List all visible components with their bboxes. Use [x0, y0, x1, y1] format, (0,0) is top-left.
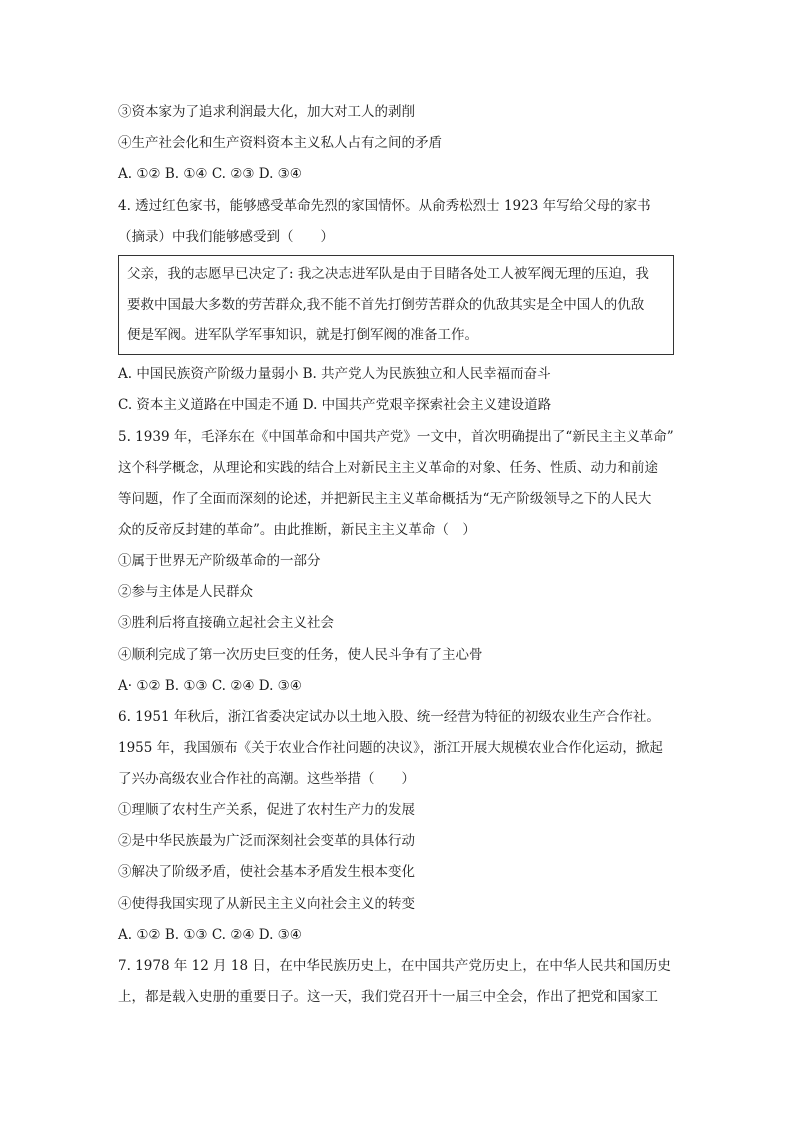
question-5-option-1: ①属于世界无产阶级革命的一部分: [118, 553, 321, 569]
question-5-stem-line-4: 众的反帝反封建的革命”。由此推断，新民主主义革命（ ）: [118, 522, 476, 538]
answer-choices-q3: A. ①② B. ①④ C. ②③ D. ③④: [118, 166, 302, 182]
question-6-stem-line-1: 6. 1951 年秋后，浙江省委决定试办以土地入股、统一经营为特征的初级农业生产合作社。: [118, 709, 660, 725]
question-5-stem-line-2: 这个科学概念，从理论和实践的结合上对新民主主义革命的对象、任务、性质、动力和前途: [118, 460, 658, 476]
question-6-option-3: ③解决了阶级矛盾，使社会基本矛盾发生根本变化: [118, 864, 415, 880]
letter-excerpt-line-1: 父亲，我的志愿早已决定了: 我之决志进军队是由于目睹各处工人被军阀无理的压迫，我: [127, 266, 649, 282]
question-6-stem-line-3: 了兴办高级农业合作社的高潮。这些举措（ ）: [118, 771, 415, 787]
option-line-4: ④生产社会化和生产资料资本主义私人占有之间的矛盾: [118, 135, 442, 151]
option-line-3: ③资本家为了追求利润最大化，加大对工人的剥削: [118, 104, 415, 120]
answer-choices-q6: A. ①② B. ①③ C. ②④ D. ③④: [118, 927, 302, 943]
question-5-option-2: ②参与主体是人民群众: [118, 584, 253, 600]
question-4-stem-line-1: 4. 透过红色家书，能够感受革命先烈的家国情怀。从俞秀松烈士 1923 年写给父母的家书: [118, 198, 651, 214]
question-6-option-4: ④使得我国实现了从新民主主义向社会主义的转变: [118, 896, 415, 912]
answer-choices-q4-line-1: A. 中国民族资产阶级力量弱小 B. 共产党人为民族独立和人民幸福而奋斗: [118, 366, 551, 382]
question-7-stem-line-1: 7. 1978 年 12 月 18 日，在中华民族历史上，在中国共产党历史上，在中华人民共和国历史: [118, 958, 671, 974]
question-6-stem-line-2: 1955 年，我国颁布《关于农业合作社问题的决议》，浙江开展大规模农业合作化运动，掀起: [118, 740, 663, 756]
question-4-stem-line-2: （摘录）中我们能够感受到（ ）: [118, 229, 334, 245]
question-6-option-1: ①理顺了农村生产关系，促进了农村生产力的发展: [118, 802, 415, 818]
answer-choices-q5: A· ①② B. ①③ C. ②④ D. ③④: [118, 678, 302, 694]
question-5-option-4: ④顺利完成了第一次历史巨变的任务，使人民斗争有了主心骨: [118, 647, 483, 663]
question-5-option-3: ③胜利后将直接确立起社会主义社会: [118, 615, 334, 631]
question-6-option-2: ②是中华民族最为广泛而深刻社会变革的具体行动: [118, 833, 415, 849]
letter-excerpt-line-3: 便是军阀。进军队学军事知识，就是打倒军阀的准备工作。: [127, 327, 478, 343]
question-7-stem-line-2: 上，都是载入史册的重要日子。这一天，我们党召开十一届三中全会，作出了把党和国家工: [118, 989, 658, 1005]
letter-excerpt-line-2: 要救中国最大多数的劳苦群众,我不能不首先打倒劳苦群众的仇敌其实是全中国人的仇敌: [127, 297, 645, 313]
letter-excerpt-box: [118, 255, 674, 355]
question-5-stem-line-1: 5. 1939 年，毛泽东在《中国革命和中国共产党》一文中，首次明确提出了“新民主主义革命”: [118, 429, 674, 445]
question-5-stem-line-3: 等问题，作了全面而深刻的论述，并把新民主主义革命概括为“无产阶级领导之下的人民大: [118, 491, 652, 507]
answer-choices-q4-line-2: C. 资本主义道路在中国走不通 D. 中国共产党艰辛探索社会主义建设道路: [118, 397, 552, 413]
